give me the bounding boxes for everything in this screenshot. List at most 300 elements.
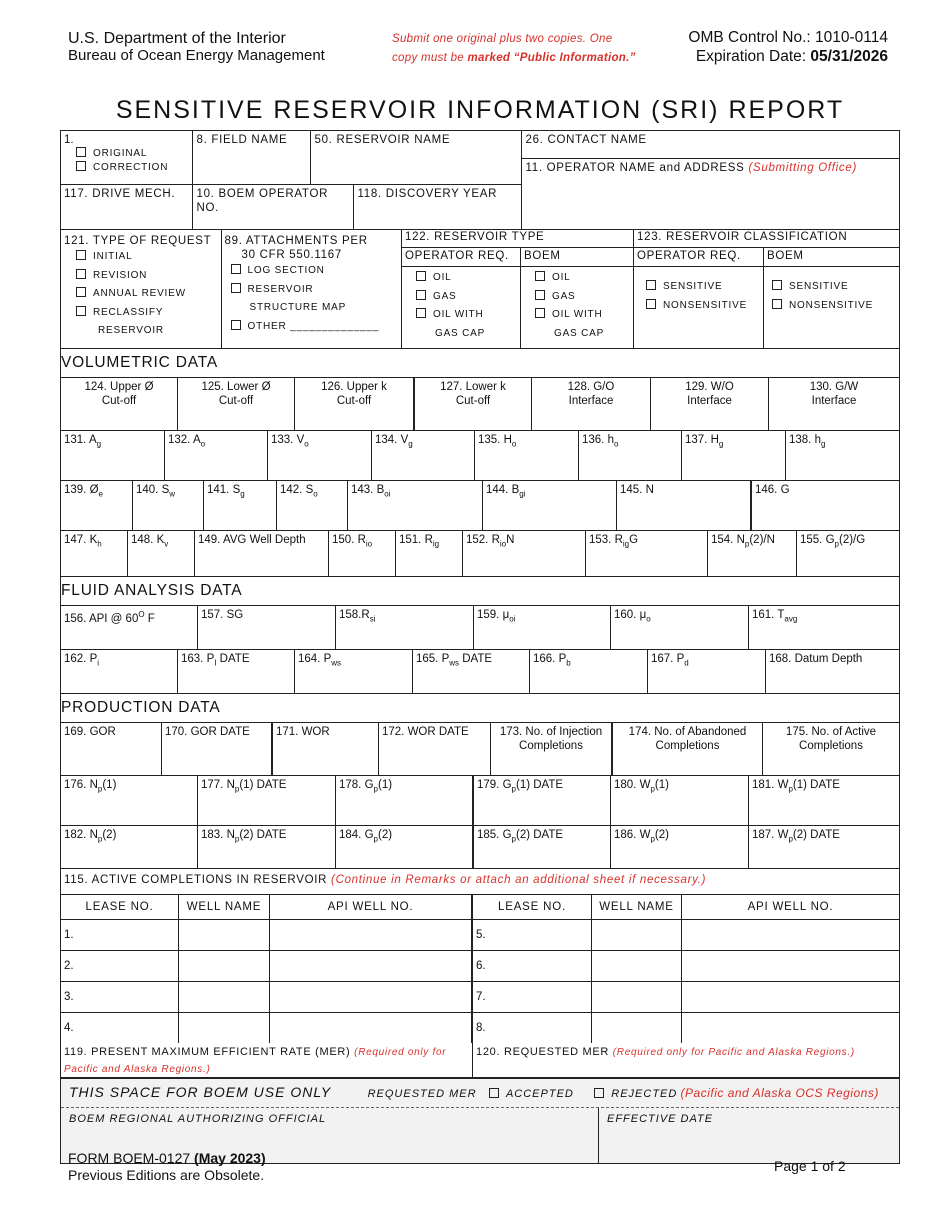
field-sublabel: Cut-off [455,395,491,407]
well-header: WELL NAME [179,895,270,919]
lease-cell[interactable] [61,951,179,981]
field-179[interactable] [474,776,611,825]
other-option[interactable] [231,318,398,337]
field-133[interactable] [268,431,372,480]
checkbox-icon[interactable] [76,287,86,297]
row-number: 1. [64,929,74,941]
field-suffix: G [629,534,639,546]
field-subscript: p [788,784,793,794]
field-label: 158.R [339,609,370,621]
field-label: 137. H [685,434,719,446]
field-label: 175. No. of Active [785,726,877,738]
checkbox-icon[interactable] [231,320,241,330]
field-label: 130. G/W [809,381,859,393]
fluid-row-2 [61,650,899,694]
field-suffix: (1) DATE [792,779,840,791]
field-suffix: (1) [654,779,669,791]
lease-cell[interactable] [61,920,179,950]
correction-option[interactable] [64,161,189,175]
field-128[interactable] [532,378,651,430]
field-8[interactable]: 8. FIELD NAME [193,131,311,184]
field-label: 148. K [131,534,165,546]
gas-label: GAS [552,290,576,302]
instruction-line-1: Submit one original plus two copies. One [392,33,613,45]
field-label: 126. Upper k [321,381,387,393]
form-body [60,130,900,1164]
checkbox-icon[interactable] [416,308,426,318]
lease-header: LEASE NO. [473,895,592,919]
field-label: 157. SG [201,609,244,621]
request-options [64,248,218,341]
checkbox-icon[interactable] [416,290,426,300]
field-122-label: 122. RESERVOIR TYPE [402,230,633,248]
field-label: 142. S [280,484,314,496]
lease-cell[interactable] [473,1013,592,1043]
field-suffix: DATE [459,653,493,665]
field-119[interactable] [61,1043,473,1077]
field-subscript: ws [449,658,460,668]
expiration [672,47,888,66]
field-suffix: (2) DATE [792,829,840,841]
field-subscript: gi [519,489,526,499]
field-126[interactable] [295,378,415,430]
checkbox-icon[interactable] [76,250,86,260]
gascap-label: GAS CAP [554,327,605,339]
original-option[interactable] [64,147,189,161]
table-row [61,1013,899,1043]
field-136[interactable] [579,431,682,480]
field-157[interactable] [198,606,336,649]
field-174[interactable] [613,723,763,775]
initial-option[interactable] [76,248,218,267]
field-label: 155. G [800,534,835,546]
annual-option[interactable] [76,285,218,304]
volumetric-header: VOLUMETRIC DATA [61,349,899,378]
field-label: 187. W [752,829,789,841]
field-146[interactable] [752,481,899,530]
field-137[interactable] [682,431,786,480]
field-label: 159. μ [477,609,510,621]
field-160[interactable] [611,606,749,649]
field-subscript: io [499,539,507,549]
attachment-options [225,262,398,336]
checkbox-icon[interactable] [416,271,426,281]
field-159[interactable] [474,606,611,649]
field-151[interactable] [396,531,463,576]
field-171[interactable] [273,723,379,775]
field-subscript: h [97,539,102,549]
request-row [61,230,899,349]
checkbox-icon[interactable] [646,280,656,290]
field-168[interactable] [766,650,899,693]
boem-type-options [521,267,633,348]
nonsensitive-label: NONSENSITIVE [789,299,874,311]
boem-use-title: THIS SPACE FOR BOEM USE ONLY [69,1084,332,1100]
field-label: 179. G [477,779,512,791]
field-176[interactable] [61,776,198,825]
field-144[interactable] [483,481,617,530]
resv-option[interactable] [231,281,398,300]
left-block [61,131,193,229]
reclassify-option[interactable] [76,304,218,323]
well-cell[interactable] [592,982,682,1012]
lease-header: LEASE NO. [61,895,179,919]
checkbox-icon[interactable] [535,290,545,300]
field-label: 161. T [752,609,785,621]
well-cell[interactable] [592,920,682,950]
field-118[interactable]: 118. DISCOVERY YEAR [357,188,498,201]
field-suffix: (2) DATE [515,829,564,841]
field-148[interactable] [128,531,195,576]
field-subscript: avg [784,614,798,624]
expiration-value: 05/31/2026 [810,48,888,65]
gas-option[interactable] [535,288,630,307]
oil-label: OIL [552,272,571,283]
correction-label: CORRECTION [93,162,169,173]
field-117[interactable]: 117. DRIVE MECH. [64,188,176,200]
table-row [61,920,899,951]
field-subscript: v [164,539,169,549]
nonsensitive-label: NONSENSITIVE [663,299,748,311]
other-label: OTHER ______________ [247,320,380,332]
oilwith-label: OIL WITH [552,309,603,320]
field-145[interactable] [617,481,752,530]
field-89-label: 89. ATTACHMENTS PER [224,235,368,247]
field-subscript: ws [331,658,342,668]
field-129[interactable] [651,378,769,430]
field-label: 177. N [201,779,235,791]
oil-option[interactable] [535,269,630,288]
field-182[interactable] [61,826,198,868]
field-149[interactable] [195,531,329,576]
prod-row-2 [61,776,899,826]
field-165[interactable] [413,650,530,693]
boem-class-options [764,267,899,348]
field-120-label: 120. REQUESTED MER [476,1046,613,1058]
middle-bottom [193,185,521,229]
api-cell[interactable] [682,1013,899,1043]
field-177[interactable] [198,776,336,825]
field-115-label: 115. ACTIVE COMPLETIONS IN RESERVOIR [64,874,332,886]
table-row [61,982,899,1013]
fluid-header: FLUID ANALYSIS DATA [61,577,899,606]
field-120[interactable] [473,1043,899,1077]
field-subscript: si [369,614,376,624]
sensitive-label: SENSITIVE [663,281,723,292]
field-label: 153. R [589,534,623,546]
field-suffix: (2) [654,829,669,841]
field-label: 181. W [752,779,789,791]
reclassify-label: RECLASSIFY [93,306,164,318]
field-label: 128. G/O [567,381,615,393]
field-label: 156. API @ 60 [64,612,139,625]
field-subscript: p [234,784,240,794]
boem-use-header [61,1079,899,1107]
field-sublabel: Completions [799,740,863,752]
field-119-label: 119. PRESENT MAXIMUM EFFICIENT RATE (MER) [64,1046,355,1058]
oil-label: OIL [433,272,452,283]
field-143[interactable] [348,481,483,530]
field-180[interactable] [611,776,749,825]
field-121[interactable] [61,230,222,348]
field-115-note: (Continue in Remarks or attach an additional sheet if necessary.) [331,874,707,886]
field-label: 173. No. of Injection [499,726,603,738]
lease-cell[interactable] [61,1013,179,1043]
expiration-label: Expiration Date: [695,48,811,65]
checkbox-icon[interactable] [76,147,86,157]
nonsensitive-option[interactable] [772,297,896,316]
middle-block [193,131,522,229]
field-162[interactable] [61,650,178,693]
sensitive-option[interactable] [772,278,896,297]
field-label: 168. Datum Depth [769,653,863,665]
field-170[interactable] [162,723,273,775]
effective-date[interactable]: EFFECTIVE DATE [607,1113,714,1125]
field-187[interactable] [749,826,899,868]
field-89[interactable] [222,230,402,348]
field-124[interactable] [61,378,178,430]
right-block [522,131,899,229]
field-140[interactable] [133,481,204,530]
field-173[interactable] [491,723,613,775]
lease-cell[interactable] [61,982,179,1012]
checkbox-icon[interactable] [772,280,782,290]
oilwith-option[interactable] [535,306,630,325]
field-label: 166. P [533,653,567,665]
field-153[interactable] [586,531,708,576]
checkbox-icon[interactable] [535,308,545,318]
nonsensitive-option[interactable] [646,297,760,316]
field-183[interactable] [198,826,336,868]
oil-option[interactable] [416,269,517,288]
field-26[interactable]: 26. CONTACT NAME [522,131,899,159]
annual-label: ANNUAL REVIEW [93,288,186,299]
field-186[interactable] [611,826,749,868]
field-subscript: g [240,489,245,499]
field-subscript: p [744,539,750,549]
well-cell[interactable] [592,951,682,981]
field-156[interactable] [61,606,198,649]
field-label: 152. R [466,534,500,546]
field-suffix: (1) [377,779,393,791]
field-label: 184. G [339,829,374,841]
field-label: 174. No. of Abandoned [628,726,747,738]
field-11[interactable] [522,159,899,229]
form-footer [68,1150,266,1184]
field-131[interactable] [61,431,165,480]
field-119-note: (Required only for Pacific and Alaska Regions.) [64,1047,447,1075]
well-cell[interactable] [179,982,270,1012]
field-11-label: 11. OPERATOR NAME and ADDRESS [525,162,749,174]
field-158[interactable] [336,606,474,649]
field-1-label: 1. [64,134,74,146]
field-139[interactable] [61,481,133,530]
field-subscript: o [313,489,318,499]
checkbox-icon[interactable] [594,1088,604,1098]
field-155[interactable] [797,531,899,576]
checkbox-icon[interactable] [231,283,241,293]
field-135[interactable] [475,431,579,480]
field-163[interactable] [178,650,295,693]
field-suffix: (1) DATE [515,779,564,791]
field-150[interactable] [329,531,396,576]
well-cell[interactable] [179,1013,270,1043]
gas-option[interactable] [416,288,517,307]
instruction-bold: marked “Public Information.” [467,52,636,64]
field-167[interactable] [648,650,766,693]
field-152[interactable] [463,531,586,576]
field-134[interactable] [372,431,475,480]
rejected-note: (Pacific and Alaska OCS Regions) [680,1086,879,1100]
field-subscript: p [234,834,240,844]
field-subscript: o [613,439,619,449]
bureau-name: Bureau of Ocean Energy Management [68,47,325,64]
lease-cell[interactable] [473,920,592,950]
field-178[interactable] [336,776,474,825]
field-127[interactable] [415,378,532,430]
production-header: PRODUCTION DATA [61,694,899,723]
field-10[interactable]: 10. BOEM OPERATOR NO. [193,185,354,229]
api-cell[interactable] [270,951,473,981]
field-label: 172. WOR DATE [382,726,469,738]
lease-cell[interactable] [473,982,592,1012]
checkbox-icon[interactable] [489,1088,499,1098]
field-subscript: d [684,658,689,668]
field-1[interactable] [61,131,192,185]
instruction-text: copy must be [392,52,468,64]
initial-label: INITIAL [93,251,133,262]
field-subscript: p [97,784,103,794]
field-161[interactable] [749,606,899,649]
field-164[interactable] [295,650,413,693]
field-subscript: o [646,614,651,624]
field-141[interactable] [204,481,277,530]
api-cell[interactable] [682,920,899,950]
field-subscript: w [169,489,176,499]
gascap-label: GAS CAP [435,327,486,339]
api-cell[interactable] [270,1013,473,1043]
field-subscript: g [718,439,724,449]
field-label: 178. G [339,779,374,791]
field-122 [402,230,634,348]
field-147[interactable] [61,531,128,576]
log-option[interactable] [231,262,398,281]
field-label: 146. G [755,484,790,496]
field-suffix: N [506,534,515,546]
well-cell[interactable] [179,951,270,981]
field-subscript: ig [622,539,630,549]
obsolete-note: Previous Editions are Obsolete. [68,1167,265,1183]
field-sublabel: Cut-off [336,395,372,407]
field-181[interactable] [749,776,899,825]
field-123-options [634,267,899,348]
boem-header: BOEM [524,250,561,262]
field-label: 160. μ [614,609,647,621]
well-header: WELL NAME [592,895,682,919]
field-label: 151. R [399,534,433,546]
field-label: 134. V [375,434,409,446]
page-number: Page 1 of 2 [774,1158,846,1174]
field-125[interactable] [178,378,295,430]
well-cell[interactable] [592,1013,682,1043]
completions-column-headers [61,895,899,920]
checkbox-icon[interactable] [231,264,241,274]
oilwith-option[interactable] [416,306,517,325]
field-label: 176. N [64,779,98,791]
field-suffix: DATE [216,653,250,665]
omb-control: OMB Control No.: 1010-0114 [688,29,888,46]
field-label: 162. P [64,653,98,665]
boem-header: BOEM [767,250,804,262]
field-166[interactable] [530,650,648,693]
field-subscript: ig [432,539,440,549]
original-label: ORIGINAL [93,148,148,159]
field-subscript: e [98,489,103,499]
field-169[interactable] [61,723,162,775]
field-50[interactable]: 50. RESERVOIR NAME [314,134,451,146]
api-cell[interactable] [682,951,899,981]
field-sublabel: Interface [687,395,732,407]
api-cell[interactable] [270,982,473,1012]
field-172[interactable] [379,723,491,775]
field-175[interactable] [763,723,899,775]
checkbox-icon[interactable] [772,299,782,309]
field-132[interactable] [165,431,268,480]
field-label: 124. Upper Ø [84,381,154,393]
checkbox-icon[interactable] [646,299,656,309]
field-185[interactable] [474,826,611,868]
accepted-label: ACCEPTED [505,1088,574,1100]
field-label: 141. S [207,484,241,496]
boem-official[interactable]: BOEM REGIONAL AUTHORIZING OFFICIAL [61,1108,599,1163]
oilwith-label: OIL WITH [433,309,484,320]
department-name: U.S. Department of the Interior [68,30,286,47]
field-label: 165. P [416,653,450,665]
field-130[interactable] [769,378,899,430]
field-subscript: p [511,784,516,794]
field-184[interactable] [336,826,474,868]
checkbox-icon[interactable] [535,271,545,281]
revision-option[interactable] [76,267,218,286]
field-subscript: g [820,439,826,449]
lease-cell[interactable] [473,951,592,981]
vol-row-3 [61,481,899,531]
field-subscript: o [200,439,206,449]
field-label: 185. G [477,829,512,841]
identification-row [61,131,899,230]
field-142[interactable] [277,481,348,530]
well-cell[interactable] [179,920,270,950]
field-154[interactable] [708,531,797,576]
field-121-label: 121. TYPE OF REQUEST [64,235,212,247]
field-122-options [402,267,633,348]
field-sublabel: Completions [655,740,720,752]
api-header: API WELL NO. [747,901,834,913]
sensitive-option[interactable] [646,278,760,297]
row-number: 8. [476,1022,486,1034]
api-cell[interactable] [270,920,473,950]
checkbox-icon[interactable] [76,306,86,316]
prod-row-1 [61,723,899,776]
api-cell[interactable] [682,982,899,1012]
field-label: 163. P [181,653,215,665]
row-number: 6. [476,960,486,972]
vol-row-4 [61,531,899,577]
checkbox-icon[interactable] [76,161,86,171]
field-89-cfr: 30 CFR 550.1167 [241,249,342,261]
field-138[interactable] [786,431,899,480]
checkbox-icon[interactable] [76,269,86,279]
